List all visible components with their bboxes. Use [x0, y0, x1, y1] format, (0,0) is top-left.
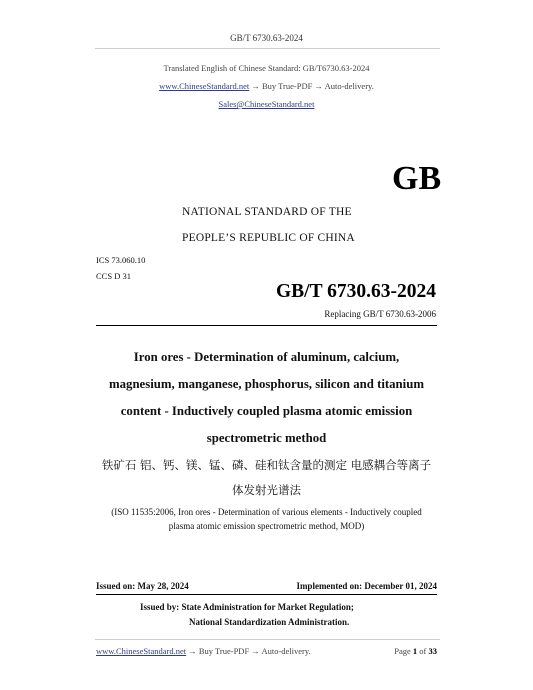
title-cn-line2: 体发射光谱法	[232, 483, 301, 497]
title-rule	[96, 325, 437, 326]
issuer-line2: National Standardization Administration.	[189, 617, 350, 627]
title-cn-line1: 铁矿石 铝、钙、镁、锰、磷、硅和钛含量的测定 电感耦合等离子	[101, 458, 432, 472]
replacing-note: Replacing GB/T 6730.63-2006	[324, 309, 436, 319]
title-en-line4: spectrometric method	[206, 431, 327, 445]
national-standard-line2: PEOPLE’S REPUBLIC OF CHINA	[182, 232, 355, 244]
title-en-line3: content - Inductively coupled plasma atomic emission	[120, 404, 413, 418]
ics-code: ICS 73.060.10	[96, 255, 146, 265]
email-link[interactable]: Sales@ChineseStandard.net	[218, 99, 315, 109]
title-en-line2: magnesium, manganese, phosphorus, silicon and titanium	[108, 377, 424, 391]
footer-links	[96, 646, 311, 656]
gb-logo: GB	[392, 160, 442, 197]
page-number: 1	[412, 646, 418, 656]
site-link[interactable]: www.ChineseStandard.net	[159, 81, 250, 91]
page-total: 33	[428, 646, 437, 656]
iso-reference-line1: (ISO 11535:2006, Iron ores - Determination of various elements - Inductively coupled	[111, 507, 422, 517]
footer-rule	[95, 639, 440, 640]
footer-site-link[interactable]: www.ChineseStandard.net	[96, 646, 187, 656]
national-standard-line1: NATIONAL STANDARD OF THE	[182, 206, 352, 218]
ccs-code: CCS D 31	[96, 271, 131, 281]
title-en-line1: Iron ores - Determination of aluminum, calcium,	[133, 350, 400, 364]
issuer-line1: Issued by: State Administration for Market Regulation;	[140, 602, 354, 612]
implemented-date: Implemented on: December 01, 2024	[296, 581, 437, 591]
page-word: Page	[394, 646, 411, 656]
of-word: of	[419, 646, 427, 656]
running-header: GB/T 6730.63-2024	[230, 33, 303, 43]
issued-date: Issued on: May 28, 2024	[96, 581, 189, 591]
purchase-line	[0, 81, 533, 91]
footer-purchase-text: → Buy True-PDF → Auto-delivery.	[188, 646, 311, 656]
standard-number: GB/T 6730.63-2024	[276, 281, 436, 302]
purchase-text: → Buy True-PDF → Auto-delivery.	[251, 81, 374, 91]
dates-rule	[96, 594, 437, 595]
header-rule	[95, 48, 440, 49]
page-indicator	[394, 646, 437, 656]
iso-reference-line2: plasma atomic emission spectrometric method, MOD)	[168, 521, 365, 531]
translation-note: Translated English of Chinese Standard: GB/T6730.63-2024	[163, 63, 370, 73]
email-line	[0, 99, 533, 109]
